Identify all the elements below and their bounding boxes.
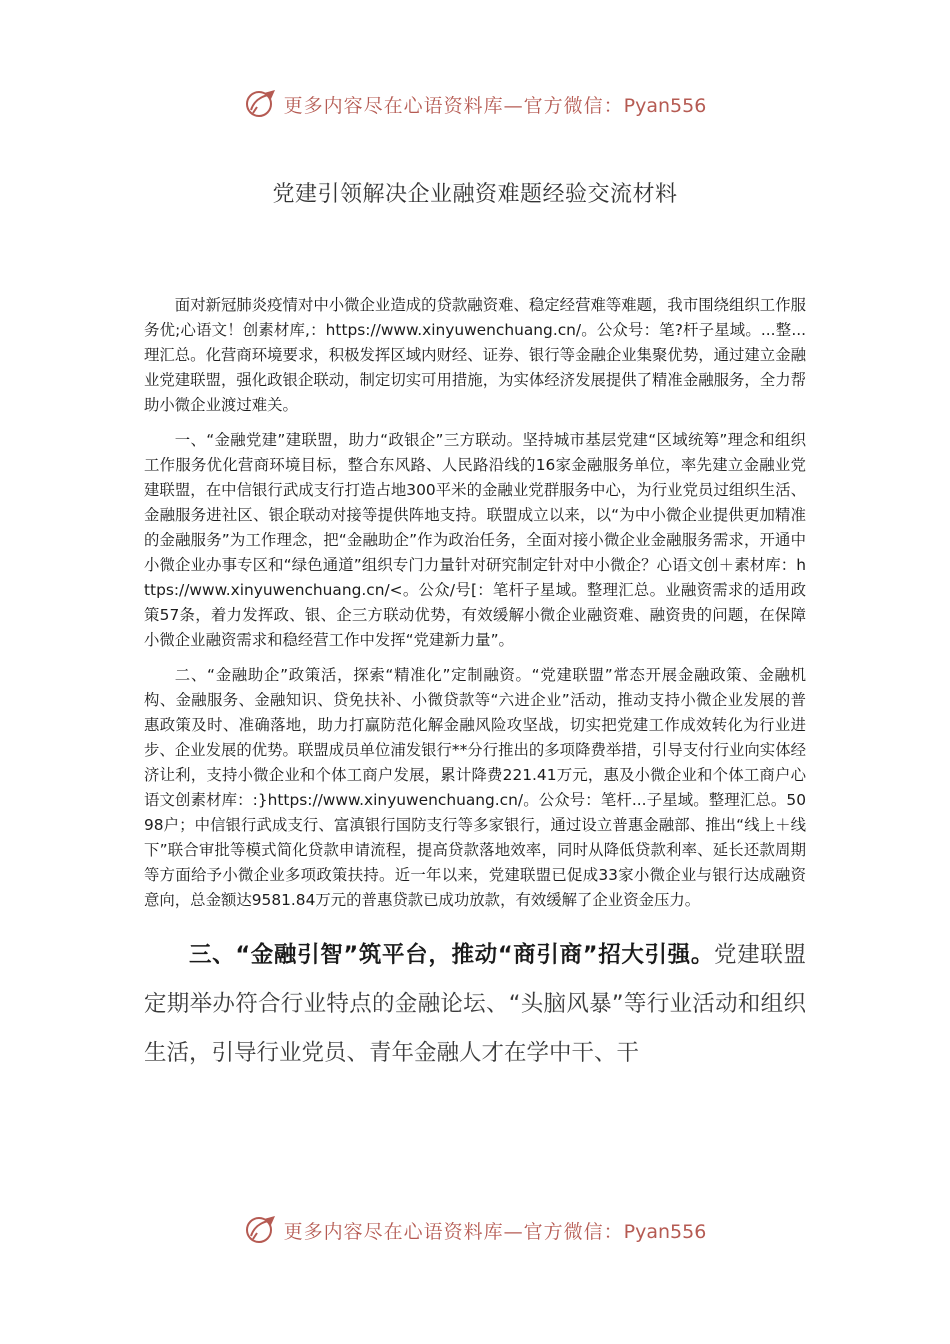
banner-text — [284, 1217, 707, 1244]
paragraph-section-3 — [144, 931, 806, 1078]
pen-circle-logo-icon — [244, 87, 278, 121]
banner-text-cn: 更多内容尽在心语资料库—官方微信： — [283, 1220, 624, 1243]
document-body — [144, 293, 806, 1088]
paragraph-intro: 面对新冠肺炎疫情对中小微企业造成的贷款融资难、稳定经营难等难题，我市围绕组织工作服务优;心语文！创素材库,：https://www.xinyuwenchuang.cn/。公众号：笔?杆子星域。...整...理汇总。化营商环境要求，积极发挥区域内财经、证券、银行等金融企业集聚优势，通过建立金融业党建联盟，强化政银企联动，制定切实可用措施，为实体经济发展提供了精准金融服务，全力帮助小微企业渡过难关。 — [144, 296, 806, 414]
banner-text — [284, 91, 707, 118]
header-banner — [0, 84, 950, 124]
section-3-heading: 三、“金融引智”筑平台，推动“商引商”招大引强。 — [189, 942, 714, 968]
pen-circle-logo-icon — [244, 1213, 278, 1247]
banner-text-cn: 更多内容尽在心语资料库—官方微信： — [283, 94, 624, 117]
page-title: 党建引领解决企业融资难题经验交流材料 — [272, 182, 678, 207]
banner-wechat-id: Pyan556 — [623, 94, 707, 117]
banner-wechat-id: Pyan556 — [623, 1220, 707, 1243]
paragraph-section-2: 二、“金融助企”政策活，探索“精准化”定制融资。“党建联盟”常态开展金融政策、金融机构、金融服务、金融知识、贷免扶补、小微贷款等“六进企业”活动，推动支持小微企业发展的普惠政策及时、准确落地，助力打赢防范化解金融风险攻坚战，切实把党建工作成效转化为行业进步、企业发展的优势。联盟成员单位浦发银行**分行推出的多项降费举措，引导支付行业向实体经济让利，支持小微企业和个体工商户发展，累计降费221.41万元，惠及小微企业和个体工商户心语文创素材库：:}https://www.xinyuwenchuang.cn/。公众号：笔杆...子星域。整理汇总。5098户；中信银行武成支行、富滇银行国防支行等多家银行，通过设立普惠金融部、推出“线上＋线下”联合审批等模式简化贷款申请流程，提高贷款落地效率，同时从降低贷款利率、延长还款周期等方面给予小微企业多项政策扶持。近一年以来，党建联盟已促成33家小微企业与银行达成融资意向，总金额达9581.84万元的普惠贷款已成功放款，有效缓解了企业资金压力。 — [144, 666, 806, 909]
section-3-body: 党建联盟定期举办符合行业特点的金融论坛、“头脑风暴”等行业活动和组织生活，引导行业党员、青年金融人才在学中干、干 — [144, 942, 806, 1066]
paragraph-section-1: 一、“金融党建”建联盟，助力“政银企”三方联动。坚持城市基层党建“区域统筹”理念和组织工作服务优化营商环境目标，整合东风路、人民路沿线的16家金融服务单位，率先建立金融业党建联盟，在中信银行武成支行打造占地300平米的金融业党群服务中心，为行业党员过组织生活、金融服务进社区、银企联动对接等提供阵地支持。联盟成立以来，以“为中小微企业提供更加精准的金融服务”为工作理念，把“金融助企”作为政治任务，全面对接小微企业金融服务需求，开通中小微企业办事专区和“绿色通道”组织专门力量针对研究制定针对中小微企？心语文创＋素材库：https://www.xinyuwenchuang.cn/<。公众/号[：笔杆子星域。整理汇总。业融资需求的适用政策57条，着力发挥政、银、企三方联动优势，有效缓解小微企业融资难、融资贵的问题，在保障小微企业融资需求和稳经营工作中发挥“党建新力量”。 — [144, 431, 806, 649]
footer-banner — [0, 1210, 950, 1250]
